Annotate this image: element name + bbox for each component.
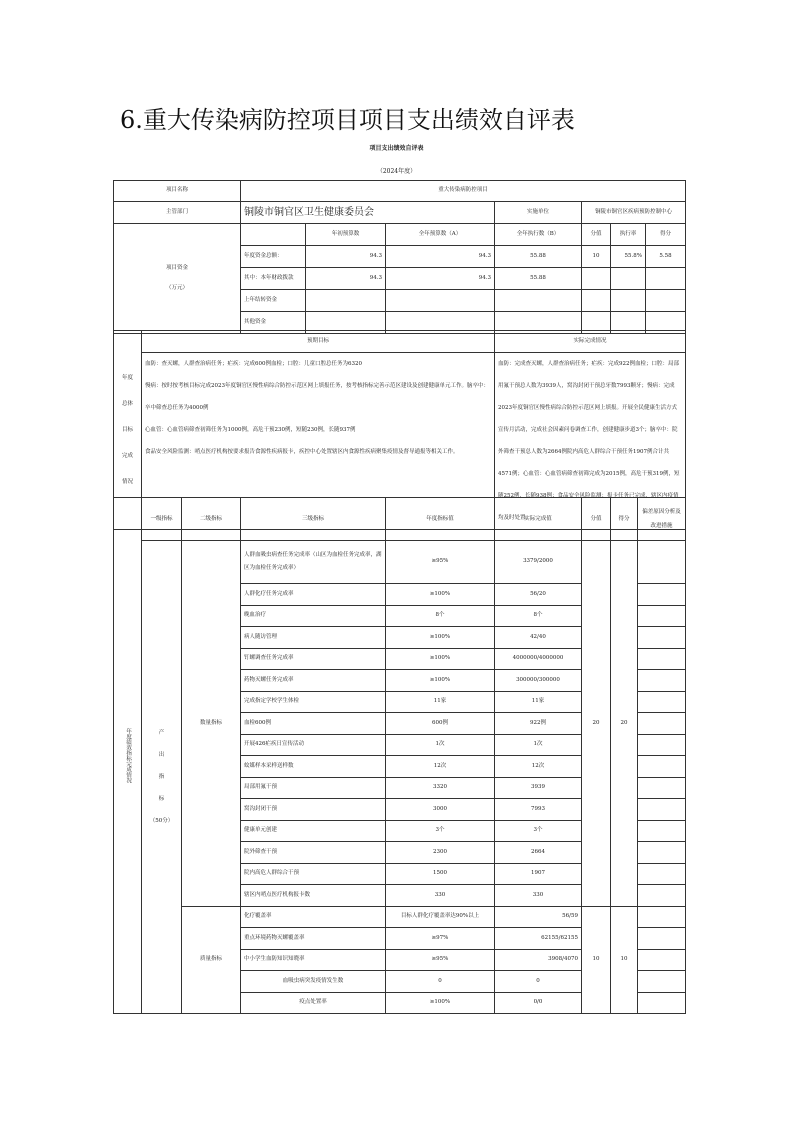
funds-value: 55.8% <box>611 246 646 268</box>
level3-indicator: 药物灭螺任务完成率 <box>241 670 386 692</box>
level3-indicator: 血检600例 <box>241 713 386 735</box>
deviation-cell <box>638 992 686 1014</box>
funds-value <box>582 268 611 290</box>
funds-value <box>386 290 495 312</box>
deviation-cell <box>638 734 686 756</box>
actual-goals: 血防：完成查灭螺，人群查治病任务；疟疾：完成922例血检；口腔：局部用氟干预总人数为3939人，窝沟封闭干预总牙数7993颗牙；慢病：完成2023年度铜官区慢性病综合防控示范区网上填报。开展全民健康生活方式宣传月活动，完成社会因素问卷调查工作，创建健康步道3个；脑卒中：院外筛查干预总人数为2664例院内高危人群综合干预任务1907例合计共4571例；心血管：心血管病筛查初筛完成为2015例，高危干预319例，短随252例，长随938例；食品安全风险监测：报卡任务已完成，辖区内疫情均及时处置。 <box>495 353 686 530</box>
actual-value: 42/40 <box>495 627 582 649</box>
actual-value: 56/20 <box>495 584 582 606</box>
level2-label: 数量指标 <box>182 541 241 907</box>
project-name: 重大传染病防控项目 <box>241 181 686 202</box>
funds-row-label: 其中：本年财政拨款 <box>241 268 306 290</box>
target-value: 3000 <box>386 799 495 821</box>
actual-value: 7993 <box>495 799 582 821</box>
target-value: ≥100% <box>386 648 495 670</box>
deviation-cell <box>638 885 686 907</box>
level1-text: 指 <box>158 774 165 780</box>
level3-indicator: 开展426疟疾日宣传活动 <box>241 734 386 756</box>
actual-value: 3个 <box>495 820 582 842</box>
target-value: 12次 <box>386 756 495 778</box>
goals-side-text: 目标 <box>121 427 133 433</box>
indicator-header: 二级指标 <box>182 498 241 541</box>
deviation-cell <box>638 648 686 670</box>
deviation-cell <box>638 584 686 606</box>
target-value: 3320 <box>386 777 495 799</box>
got-value: 20 <box>611 541 638 907</box>
funds-value <box>611 290 646 312</box>
funds-header: 全年预算数（A） <box>386 224 495 246</box>
level3-indicator: 局部用氟干预 <box>241 777 386 799</box>
target-value: 330 <box>386 885 495 907</box>
basic-funds-table <box>113 180 686 334</box>
page-heading: 6.重大传染病防控项目项目支出绩效自评表 <box>120 106 575 134</box>
goals-side-text: 情况 <box>121 479 133 485</box>
indicators-side-label <box>114 498 142 1014</box>
level3-indicator: 疫点处置率 <box>241 992 386 1014</box>
actual-label: 实际完成情况 <box>495 331 686 353</box>
dept-label: 主管部门 <box>114 202 241 224</box>
funds-value: 55.88 <box>495 268 582 290</box>
target-value: 目标人群化疗覆盖率达90%以上 <box>386 906 495 928</box>
indicator-header: 实际完成值 <box>495 498 582 541</box>
funds-value: 55.88 <box>495 246 582 268</box>
target-value: ≥95% <box>386 949 495 971</box>
target-value: ≥95% <box>386 541 495 584</box>
target-value: ≥100% <box>386 584 495 606</box>
indicator-header: 三级指标 <box>241 498 386 541</box>
funds-header: 得分 <box>646 224 686 246</box>
indicators-side-text: 年度绩效指标完成情况 <box>125 728 132 783</box>
level3-indicator: 化疗覆盖率 <box>241 906 386 928</box>
indicator-header: 年度指标值 <box>386 498 495 541</box>
indicators-table <box>113 497 686 1014</box>
level3-indicator: 蚊媒样本采样送样数 <box>241 756 386 778</box>
actual-value: 330 <box>495 885 582 907</box>
deviation-cell <box>638 541 686 584</box>
goals-side-text: 年度 <box>121 375 133 381</box>
expected-goal-item: 慢病：按时按考核目标完成2023年度铜官区慢性病综合防控示范区网上填报任务，按考核指标完善示范区建设及创建健康单元工作。脑卒中：卒中筛查总任务为4000例 <box>145 383 490 411</box>
expected-goal-item: 血防：查灭螺，人群查治病任务；疟疾：完成600例血检；口腔：儿童口腔总任务为6320 <box>145 361 362 367</box>
deviation-cell <box>638 756 686 778</box>
deviation-cell <box>638 605 686 627</box>
target-value: 1500 <box>386 863 495 885</box>
level3-indicator: 辖区内哨点医疗机构报卡数 <box>241 885 386 907</box>
funds-unit: （万元） <box>165 284 188 291</box>
table-row <box>114 541 686 584</box>
funds-header: 年初预算数 <box>306 224 386 246</box>
goals-side-text: 总体 <box>121 401 133 407</box>
funds-value: 5.58 <box>646 246 686 268</box>
got-value: 10 <box>611 906 638 1014</box>
unit-value: 铜陵市铜官区疾病预防控制中心 <box>582 202 686 224</box>
funds-label <box>114 224 241 334</box>
indicator-header: 分值 <box>582 498 611 541</box>
deviation-cell <box>638 906 686 928</box>
actual-value: 3908/4070 <box>495 949 582 971</box>
funds-row-label: 上年结转资金 <box>241 290 306 312</box>
actual-value: 11家 <box>495 691 582 713</box>
level3-indicator: 院内高危人群综合干预 <box>241 863 386 885</box>
level3-indicator: 完成指定学校学生体检 <box>241 691 386 713</box>
level3-indicator: 晚血治疗 <box>241 605 386 627</box>
actual-value: 12次 <box>495 756 582 778</box>
target-value: ≥100% <box>386 670 495 692</box>
funds-value: 10 <box>582 246 611 268</box>
actual-value: 0 <box>495 971 582 993</box>
deviation-cell <box>638 949 686 971</box>
actual-value: 3379/2000 <box>495 541 582 584</box>
dept-value: 铜陵市铜官区卫生健康委员会 <box>241 202 495 224</box>
funds-row-label: 年度资金总额： <box>241 246 306 268</box>
deviation-cell <box>638 627 686 649</box>
deviation-cell <box>638 777 686 799</box>
deviation-cell <box>638 713 686 735</box>
funds-value <box>582 290 611 312</box>
target-value: ≥100% <box>386 992 495 1014</box>
funds-row-label: 其他资金 <box>241 312 306 334</box>
funds-value: 94.3 <box>306 246 386 268</box>
funds-header: 执行率 <box>611 224 646 246</box>
level3-indicator: 重点环境药物灭螺覆盖率 <box>241 928 386 950</box>
deviation-cell <box>638 670 686 692</box>
level3-indicator: 院外筛查干预 <box>241 842 386 864</box>
target-value: 2300 <box>386 842 495 864</box>
deviation-cell <box>638 691 686 713</box>
unit-label: 实施单位 <box>495 202 582 224</box>
level3-indicator: 窝沟封闭干预 <box>241 799 386 821</box>
funds-value <box>611 268 646 290</box>
level1-text: 出 <box>158 752 165 758</box>
form-year: （2024年度） <box>376 168 417 175</box>
funds-header-blank <box>241 224 306 246</box>
score-value: 10 <box>582 906 611 1014</box>
funds-header: 分值 <box>582 224 611 246</box>
level1-text: （50分） <box>149 818 174 824</box>
actual-value: 922例 <box>495 713 582 735</box>
funds-header: 全年执行数（B） <box>495 224 582 246</box>
level3-indicator: 钉螺调查任务完成率 <box>241 648 386 670</box>
funds-value <box>646 268 686 290</box>
target-value: ≥97% <box>386 928 495 950</box>
level2-label: 质量指标 <box>182 906 241 1014</box>
indicator-header: 得分 <box>611 498 638 541</box>
expected-goal-item: 心血管：心血管病筛查初筛任务为1000例，高危干预230例，短随230例，长随937例 <box>145 427 356 433</box>
target-value: 1次 <box>386 734 495 756</box>
deviation-cell <box>638 820 686 842</box>
table-row <box>114 906 686 928</box>
target-value: 11家 <box>386 691 495 713</box>
level1-text: 标 <box>158 796 165 802</box>
actual-value: 8个 <box>495 605 582 627</box>
target-value: ≥100% <box>386 627 495 649</box>
funds-label-text: 项目资金 <box>165 265 188 272</box>
target-value: 0 <box>386 971 495 993</box>
actual-value: 56/59 <box>495 906 582 928</box>
funds-value <box>306 290 386 312</box>
goals-side-text: 完成 <box>121 453 133 459</box>
level1-label <box>142 541 182 1014</box>
deviation-cell <box>638 928 686 950</box>
target-value: 3个 <box>386 820 495 842</box>
project-name-label: 项目名称 <box>114 181 241 202</box>
form-title: 项目支出绩效自评表 <box>369 145 424 152</box>
indicator-header: 偏差原因分析及改进措施 <box>638 498 686 541</box>
funds-value: 94.3 <box>386 246 495 268</box>
actual-value: 1907 <box>495 863 582 885</box>
expected-goal-item: 食品安全风险监测：哨点医疗机构按要求报告食源性疾病报卡，疾控中心处置辖区内食源性疾病聚集疫情及督导通报等相关工作。 <box>145 449 459 455</box>
target-value: 600例 <box>386 713 495 735</box>
funds-value: 94.3 <box>306 268 386 290</box>
deviation-cell <box>638 971 686 993</box>
actual-value: 300000/300000 <box>495 670 582 692</box>
funds-value <box>646 290 686 312</box>
expected-label: 预期目标 <box>142 331 495 353</box>
deviation-cell <box>638 863 686 885</box>
level3-indicator: 血吸虫病突发疫情发生数 <box>241 971 386 993</box>
actual-value: 1次 <box>495 734 582 756</box>
funds-value <box>495 290 582 312</box>
indicator-header: 一级指标 <box>142 498 182 541</box>
actual-value: 2664 <box>495 842 582 864</box>
score-value: 20 <box>582 541 611 907</box>
level1-text: 产 <box>158 730 165 736</box>
actual-value: 62155/62155 <box>495 928 582 950</box>
level3-indicator: 中小学生血防知识知晓率 <box>241 949 386 971</box>
actual-value: 0/0 <box>495 992 582 1014</box>
level3-indicator: 健康单元创建 <box>241 820 386 842</box>
deviation-cell <box>638 842 686 864</box>
actual-value: 3939 <box>495 777 582 799</box>
level3-indicator: 病人随访管理 <box>241 627 386 649</box>
funds-value: 94.3 <box>386 268 495 290</box>
level3-indicator: 人群化疗任务完成率 <box>241 584 386 606</box>
level3-indicator: 人群血吸虫病查任务完成率（山区为血检任务完成率，湖区为血检任务完成率） <box>241 541 386 584</box>
actual-value: 4000000/4000000 <box>495 648 582 670</box>
deviation-cell <box>638 799 686 821</box>
target-value: 8个 <box>386 605 495 627</box>
